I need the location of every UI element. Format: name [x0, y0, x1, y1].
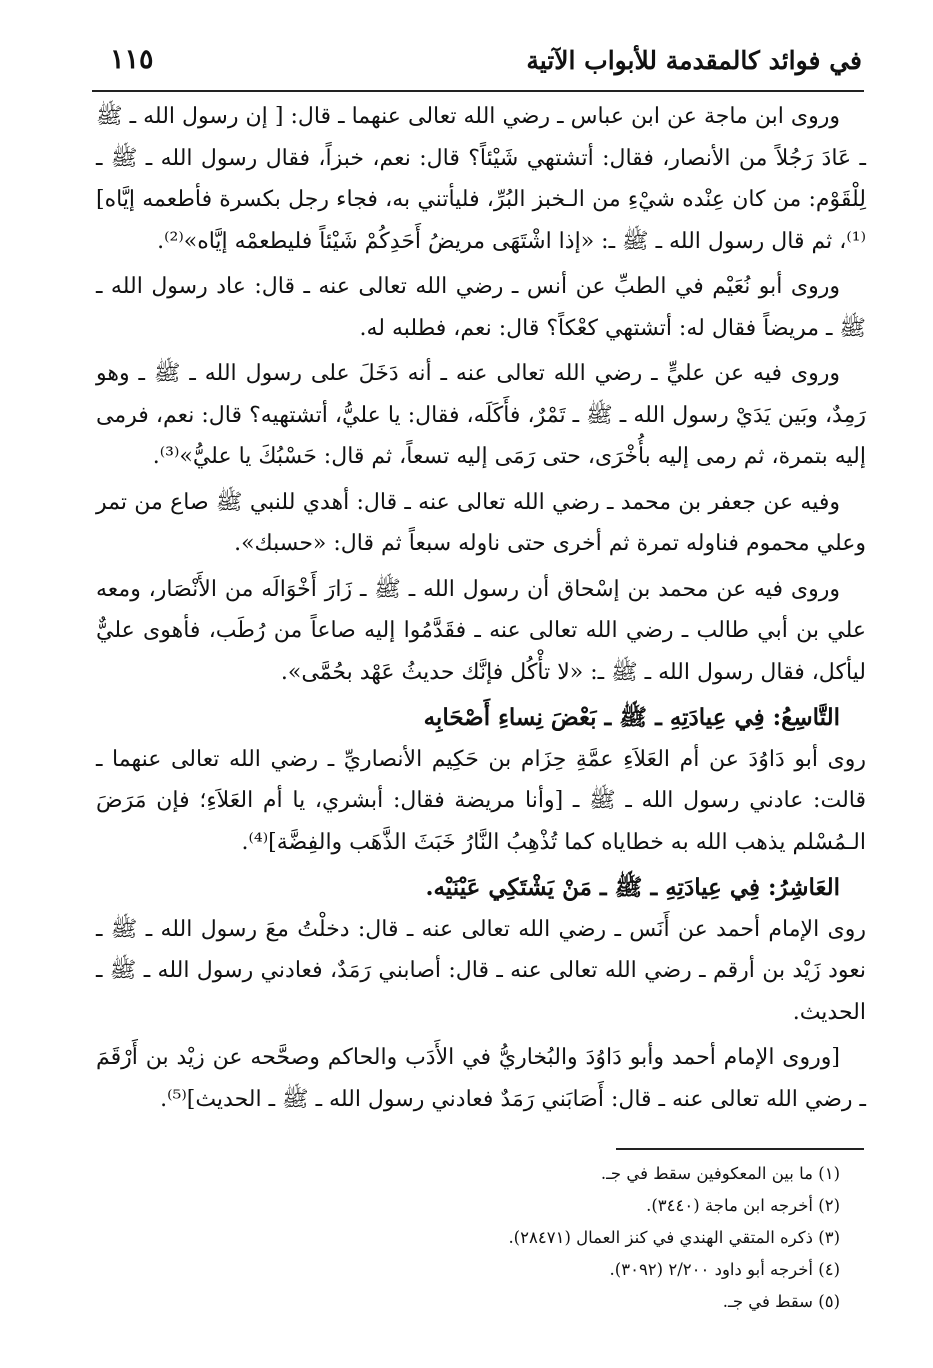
paragraph-ahmad: روى الإمام أحمد عن أَنَس ـ رضي الله تعالى عنه ـ قال: دخلْتُ معَ رسول الله ـ ﷺ ـ نعود زَيْد بن أرقم ـ رضي الله تعالى عنه ـ قال: أصابني رَمَدٌ، فعادني رسول الله ـ ﷺ ـ الحديث. — [96, 916, 866, 1025]
paragraph-ibn-majah: وروى ابن ماجة عن ابن عباس ـ رضي الله تعالى عنهما ـ قال: [ إن رسول الله ـ ﷺ ـ عَادَ رَجُلاً من الأنصار، فقال: أتشتهي شَيْئاً؟ قال: نعم، خبزاً، فقال رسول الله ـ ﷺ ـ لِلْقَوْم: من كان عِنْده شيْءِ من الـخبز البُرِّ، فليأتني به، فجاء رجل بكسرة فأطعمه إيَّاه]⁽¹⁾، ثم قال رسول الله ـ ﷺ ـ: «إذا اشْتَهَى مريضُ أَحَدِكُمْ شَيْئاً فليطعمْه إيَّاه»⁽²⁾. — [96, 104, 866, 254]
section-heading-tenth: العَاشِرُ: فِي عِيادَتِهِ ـ ﷺ ـ مَنْ يَشْتَكِي عَيْنَيْه. — [425, 874, 840, 901]
paragraph-ibn-ishaq: وروى فيه عن محمد بن إسْحاق أن رسول الله ـ ﷺ ـ زَارَ أَخْوَالَه من الأَنْصَار، ومعه علي بن أبي طالب ـ رضي الله تعالى عنه ـ فقَدَّمُوا إليه صاعاً من رُطَب، فأهوى عليٌّ ليأكل، فقال رسول الله ـ ﷺ ـ: «لا تأْكُل فإنَّك حديثُ عَهْد بحُمَّى». — [96, 576, 866, 685]
paragraph-jafar: وفيه عن جعفر بن محمد ـ رضي الله تعالى عنه ـ قال: أهدي للنبي ﷺ صاع من تمر وعلي محموم فناوله تمرة ثم أخرى حتى ناوله سبعاً ثم قال: «حسبك». — [96, 489, 866, 556]
page-number: ١١٥ — [110, 44, 154, 75]
paragraph-abu-nuaym: وروى أبو نُعَيْم في الطبِّ عن أنس ـ رضي الله تعالى عنه ـ قال: عاد رسول الله ـ ﷺ ـ مريضاً فقال له: أتشتهي كعْكاً؟ قال: نعم، فطلبه له. — [96, 274, 866, 341]
footnote: (٢) أخرجه ابن ماجة (٣٤٤٠). — [646, 1196, 840, 1215]
footnote: (١) ما بين المعكوفين سقط في جـ. — [600, 1164, 840, 1183]
footnote: (٤) أخرجه أبو داود ٢/٢٠٠ (٣٠٩٢). — [609, 1260, 840, 1279]
header-rule — [92, 90, 864, 92]
paragraph-bracketed-narration: [وروى الإمام أحمد وأبو دَاوُدَ والبُخاريُّ في الأَدَب والحاكم وصحَّحه عن زيْد بن أَرْقَمَ ـ رضي الله تعالى عنه ـ قال: أَصَابَني رَمَدٌ فعادني رسول الله ـ ﷺ ـ الحديث]⁽⁵⁾. — [96, 1045, 866, 1112]
section-heading-ninth: التَّاسِعُ: فِي عِيادَتِهِ ـ ﷺ ـ بَعْضَ نِساءِ أَصْحَابِه — [423, 704, 840, 731]
footnotes — [96, 1158, 840, 1318]
page-header — [92, 40, 862, 88]
footnote-rule — [616, 1148, 864, 1150]
footnote: (٥) سقط في جـ. — [722, 1292, 840, 1311]
running-title: في فوائد كالمقدمة للأبواب الآتية — [526, 46, 862, 75]
body-text — [96, 96, 866, 1120]
paragraph-abu-dawud: روى أبو دَاوُدَ عن أم العَلاَءِ عمَّةِ حِزَام بن حَكِيم الأنصاريِّ ـ رضي الله تعالى عنهما ـ قالت: عادني رسول الله ـ ﷺ ـ [وأنا مريضة فقال: أبشري، يا أم العَلاَءِ؛ فإن مَرَضَ الـمُسْلم يذهب الله به خطاياه كما تُذْهِبُ النَّارُ خَبَثَ الذَّهَب والفِضَّة]⁽⁴⁾. — [96, 746, 866, 855]
footnote: (٣) ذكره المتقي الهندي في كنز العمال (٢٨٤٧١). — [508, 1228, 840, 1247]
paragraph-ali: وروى فيه عن عليٍّ ـ رضي الله تعالى عنه ـ أنه دَخَلَ على رسول الله ـ ﷺ ـ وهو رَمِدٌ، وبَين يَدَيْ رسول الله ـ ﷺ ـ تَمْرٌ، فأَكَلَه، فقال: يا عليُّ، أتشتهيه؟ قال: نعم، فرمى إليه بتمرة، ثم رمى إليه بأُخْرَى، حتى رَمَى إليه تسعاً، ثم قال: حَسْبُكَ يا عليُّ»⁽³⁾. — [96, 361, 866, 469]
